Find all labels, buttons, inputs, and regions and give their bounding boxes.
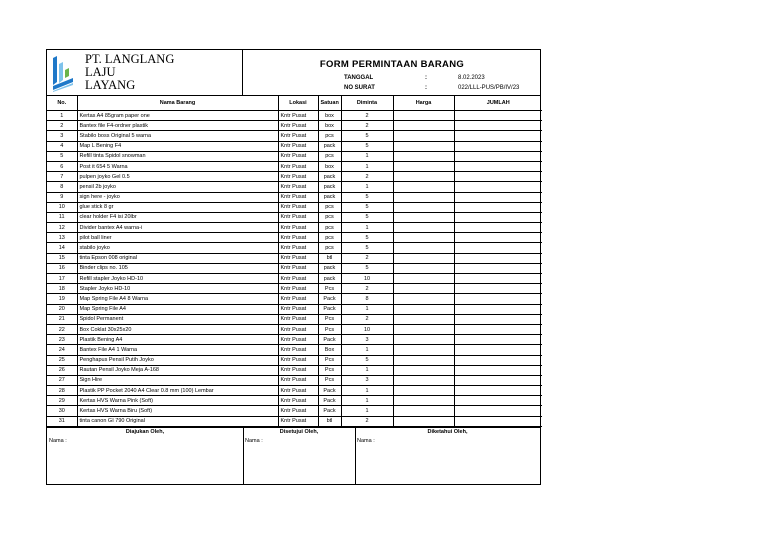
item-location: Kntr Pusat [278,304,318,314]
item-location: Kntr Pusat [278,284,318,294]
item-total [454,406,542,416]
item-quantity: 1 [341,304,393,314]
item-location: Kntr Pusat [278,131,318,141]
item-location: Kntr Pusat [278,355,318,365]
row-number: 27 [47,375,77,385]
item-total [454,141,542,151]
table-row [47,243,542,253]
item-location: Kntr Pusat [278,416,318,426]
item-unit: btl [318,253,341,263]
item-quantity: 5 [341,141,393,151]
row-number: 28 [47,386,77,396]
signature-diajukan-nama: Nama : [49,437,67,444]
item-quantity: 8 [341,294,393,304]
row-number: 12 [47,223,77,233]
item-price [393,284,454,294]
item-unit: box [318,161,341,171]
row-number: 4 [47,141,77,151]
item-quantity: 5 [341,243,393,253]
item-quantity: 2 [341,284,393,294]
item-price [393,182,454,192]
table-row [47,365,542,375]
item-price [393,406,454,416]
item-name: pulpen joyko Gel 0.5 [77,172,278,182]
item-unit: pcs [318,212,341,222]
item-name: Map L Bening F4 [77,141,278,151]
item-unit: btl [318,416,341,426]
item-name: Sign Hire [77,375,278,385]
tanggal-label: TANGGAL [344,75,374,81]
item-price [393,375,454,385]
table-row [47,161,542,171]
item-total [454,172,542,182]
item-total [454,243,542,253]
item-total [454,386,542,396]
item-name: Map Spring File A4 8 Warna [77,294,278,304]
item-location: Kntr Pusat [278,375,318,385]
item-price [393,294,454,304]
item-location: Kntr Pusat [278,151,318,161]
row-number: 5 [47,151,77,161]
item-total [454,233,542,243]
signature-diajukan-title: Diajukan Oleh, [125,428,165,435]
item-location: Kntr Pusat [278,182,318,192]
item-price [393,386,454,396]
item-location: Kntr Pusat [278,141,318,151]
item-total [454,131,542,141]
item-location: Kntr Pusat [278,243,318,253]
item-total [454,304,542,314]
item-unit: Pcs [318,284,341,294]
column-header: Nama Barang [77,96,278,111]
company-name [85,53,174,92]
item-total [454,345,542,355]
signature-diketahui [355,428,540,484]
table-row [47,355,542,365]
item-unit: pack [318,263,341,273]
item-total [454,396,542,406]
request-form [46,49,541,485]
item-unit: Pcs [318,375,341,385]
item-price [393,253,454,263]
item-total [454,202,542,212]
table-row [47,151,542,161]
nosurat-label: NO SURAT [344,85,375,91]
form-title: FORM PERMINTAAN BARANG [319,59,465,70]
items-table [47,96,542,427]
row-number: 20 [47,304,77,314]
column-header: No. [47,96,77,111]
row-number: 30 [47,406,77,416]
row-number: 7 [47,172,77,182]
item-unit: Pack [318,294,341,304]
item-location: Kntr Pusat [278,314,318,324]
company-logo-icon [51,54,75,92]
item-total [454,335,542,345]
item-price [393,131,454,141]
tanggal-separator: : [425,75,427,81]
item-unit: pack [318,274,341,284]
item-price [393,324,454,334]
item-location: Kntr Pusat [278,121,318,131]
item-location: Kntr Pusat [278,386,318,396]
item-quantity: 10 [341,324,393,334]
item-quantity: 1 [341,406,393,416]
column-header: Satuan [318,96,341,111]
signature-disetujui-title: Disetujui Oleh, [279,428,319,435]
item-price [393,223,454,233]
table-row [47,212,542,222]
item-price [393,355,454,365]
item-price [393,335,454,345]
item-name: Penghapus Pensil Putih Joyko [77,355,278,365]
item-total [454,121,542,131]
item-total [454,111,542,121]
row-number: 6 [47,161,77,171]
item-name: tinta Epson 008 original [77,253,278,263]
item-quantity: 1 [341,396,393,406]
row-number: 16 [47,263,77,273]
table-row [47,192,542,202]
table-row [47,263,542,273]
item-price [393,161,454,171]
item-name: Kertas A4 85gram paper one [77,111,278,121]
column-header: Harga [393,96,454,111]
item-location: Kntr Pusat [278,212,318,222]
item-price [393,243,454,253]
item-location: Kntr Pusat [278,345,318,355]
item-price [393,314,454,324]
item-unit: pcs [318,223,341,233]
table-row [47,335,542,345]
item-unit: pack [318,172,341,182]
item-name: Stabilo boss Original 5 warna [77,131,278,141]
item-total [454,314,542,324]
item-quantity: 2 [341,253,393,263]
item-name: Binder clips no. 105 [77,263,278,273]
item-price [393,304,454,314]
item-total [454,274,542,284]
item-name: Kertas HVS Warna Pink (Soft) [77,396,278,406]
item-location: Kntr Pusat [278,274,318,284]
item-quantity: 3 [341,375,393,385]
item-unit: Pack [318,386,341,396]
item-price [393,233,454,243]
item-location: Kntr Pusat [278,202,318,212]
item-unit: pcs [318,243,341,253]
table-row [47,314,542,324]
row-number: 26 [47,365,77,375]
item-unit: Pcs [318,365,341,375]
item-total [454,284,542,294]
item-location: Kntr Pusat [278,324,318,334]
item-quantity: 1 [341,151,393,161]
table-row [47,172,542,182]
row-number: 3 [47,131,77,141]
item-quantity: 5 [341,355,393,365]
signature-disetujui [243,428,356,484]
item-total [454,416,542,426]
item-quantity: 1 [341,365,393,375]
nosurat-value: 022/LLL-PUS/PB/IV/23 [458,85,520,91]
table-row [47,345,542,355]
table-row [47,121,542,131]
row-number: 9 [47,192,77,202]
item-location: Kntr Pusat [278,406,318,416]
item-price [393,416,454,426]
item-location: Kntr Pusat [278,161,318,171]
item-quantity: 1 [341,161,393,171]
item-total [454,253,542,263]
item-total [454,263,542,273]
item-quantity: 3 [341,335,393,345]
item-location: Kntr Pusat [278,365,318,375]
company-name-line2: LAJU [85,65,116,79]
item-name: glue stick 8 gr [77,202,278,212]
item-name: Plastik PP Pocket 2040 A4 Clear 0.8 mm (100) Lembar [77,386,278,396]
item-unit: Pack [318,304,341,314]
item-unit: pack [318,182,341,192]
table-row [47,324,542,334]
company-logo-block [47,50,243,95]
row-number: 17 [47,274,77,284]
row-number: 8 [47,182,77,192]
item-price [393,141,454,151]
row-number: 31 [47,416,77,426]
item-price [393,365,454,375]
signature-diajukan [47,428,244,484]
table-row [47,304,542,314]
item-name: Stapler Joyko HD-10 [77,284,278,294]
form-header [47,50,540,96]
table-row [47,294,542,304]
table-row [47,253,542,263]
item-location: Kntr Pusat [278,263,318,273]
item-unit: box [318,111,341,121]
item-quantity: 1 [341,182,393,192]
item-price [393,202,454,212]
row-number: 24 [47,345,77,355]
signature-diketahui-nama: Nama : [357,437,375,444]
item-name: Kertas HVS Warna Biru (Soft) [77,406,278,416]
item-total [454,151,542,161]
item-quantity: 1 [341,223,393,233]
item-name: clear holder F4 isi 20lbr [77,212,278,222]
row-number: 13 [47,233,77,243]
item-unit: pcs [318,151,341,161]
item-name: pensil 2b joyko [77,182,278,192]
item-total [454,375,542,385]
item-quantity: 1 [341,386,393,396]
item-price [393,151,454,161]
item-unit: Pcs [318,355,341,365]
row-number: 23 [47,335,77,345]
item-total [454,324,542,334]
table-row [47,274,542,284]
item-unit: box [318,121,341,131]
table-row [47,202,542,212]
row-number: 19 [47,294,77,304]
item-name: Refill stapler Joyko HD-10 [77,274,278,284]
item-quantity: 10 [341,274,393,284]
item-quantity: 2 [341,172,393,182]
item-quantity: 5 [341,192,393,202]
table-row [47,233,542,243]
column-header: JUMLAH [454,96,542,111]
table-row [47,375,542,385]
item-price [393,111,454,121]
item-location: Kntr Pusat [278,335,318,345]
table-header-row [47,96,542,111]
table-row [47,406,542,416]
row-number: 1 [47,111,77,121]
table-row [47,111,542,121]
item-location: Kntr Pusat [278,233,318,243]
item-unit: pcs [318,233,341,243]
row-number: 10 [47,202,77,212]
item-location: Kntr Pusat [278,172,318,182]
table-row [47,396,542,406]
item-total [454,182,542,192]
item-location: Kntr Pusat [278,294,318,304]
item-total [454,294,542,304]
item-name: Post it 654 5 Warna [77,161,278,171]
item-name: Divider bantex A4 warna-i [77,223,278,233]
item-location: Kntr Pusat [278,396,318,406]
item-unit: Pcs [318,314,341,324]
row-number: 2 [47,121,77,131]
table-row [47,223,542,233]
item-name: Refill tinta Spidol snowman [77,151,278,161]
item-name: pilot ball liner [77,233,278,243]
item-name: Spidol Permanent [77,314,278,324]
row-number: 11 [47,212,77,222]
nosurat-separator: : [425,85,427,91]
item-name: Bantex File A4 1 Warna [77,345,278,355]
item-total [454,365,542,375]
table-row [47,386,542,396]
item-total [454,212,542,222]
row-number: 18 [47,284,77,294]
table-row [47,182,542,192]
item-quantity: 5 [341,233,393,243]
company-name-line1: PT. LANGLANG [85,52,175,66]
table-row [47,141,542,151]
item-quantity: 1 [341,345,393,355]
item-price [393,274,454,284]
item-name: stabilo joyko [77,243,278,253]
item-price [393,192,454,202]
item-quantity: 5 [341,263,393,273]
row-number: 25 [47,355,77,365]
item-quantity: 2 [341,121,393,131]
item-unit: pack [318,192,341,202]
item-total [454,161,542,171]
item-price [393,121,454,131]
item-location: Kntr Pusat [278,223,318,233]
row-number: 21 [47,314,77,324]
row-number: 22 [47,324,77,334]
item-price [393,396,454,406]
item-price [393,345,454,355]
item-unit: pcs [318,131,341,141]
item-name: Plastik Bening A4 [77,335,278,345]
item-name: sign here - joyko [77,192,278,202]
item-unit: pack [318,141,341,151]
item-name: tinta canon GI 790 Original [77,416,278,426]
row-number: 15 [47,253,77,263]
signature-section [47,427,540,484]
item-price [393,263,454,273]
item-total [454,223,542,233]
tanggal-value: 8.02.2023 [458,75,485,81]
item-unit: Pack [318,406,341,416]
item-name: Bantex file F4-ordner plastik [77,121,278,131]
column-header: Lokasi [278,96,318,111]
row-number: 14 [47,243,77,253]
item-total [454,355,542,365]
table-row [47,131,542,141]
table-row [47,416,542,426]
item-price [393,212,454,222]
item-unit: pcs [318,202,341,212]
signature-diketahui-title: Diketahui Oleh, [427,428,468,435]
item-name: Box Coklat 30x25x20 [77,324,278,334]
item-name: Rautan Pensil Joyko Meja A-168 [77,365,278,375]
item-quantity: 2 [341,416,393,426]
item-quantity: 2 [341,314,393,324]
item-quantity: 5 [341,212,393,222]
item-quantity: 5 [341,202,393,212]
item-location: Kntr Pusat [278,253,318,263]
signature-disetujui-nama: Nama : [245,437,263,444]
item-total [454,192,542,202]
item-quantity: 2 [341,111,393,121]
item-unit: Pack [318,396,341,406]
item-unit: Pack [318,335,341,345]
item-unit: Pcs [318,324,341,334]
item-name: Map Spring File A4 [77,304,278,314]
row-number: 29 [47,396,77,406]
table-body [47,111,542,427]
table-row [47,284,542,294]
item-location: Kntr Pusat [278,192,318,202]
company-name-line3: LAYANG [85,78,136,92]
item-location: Kntr Pusat [278,111,318,121]
item-price [393,172,454,182]
item-unit: Box [318,345,341,355]
column-header: Diminta [341,96,393,111]
item-quantity: 5 [341,131,393,141]
